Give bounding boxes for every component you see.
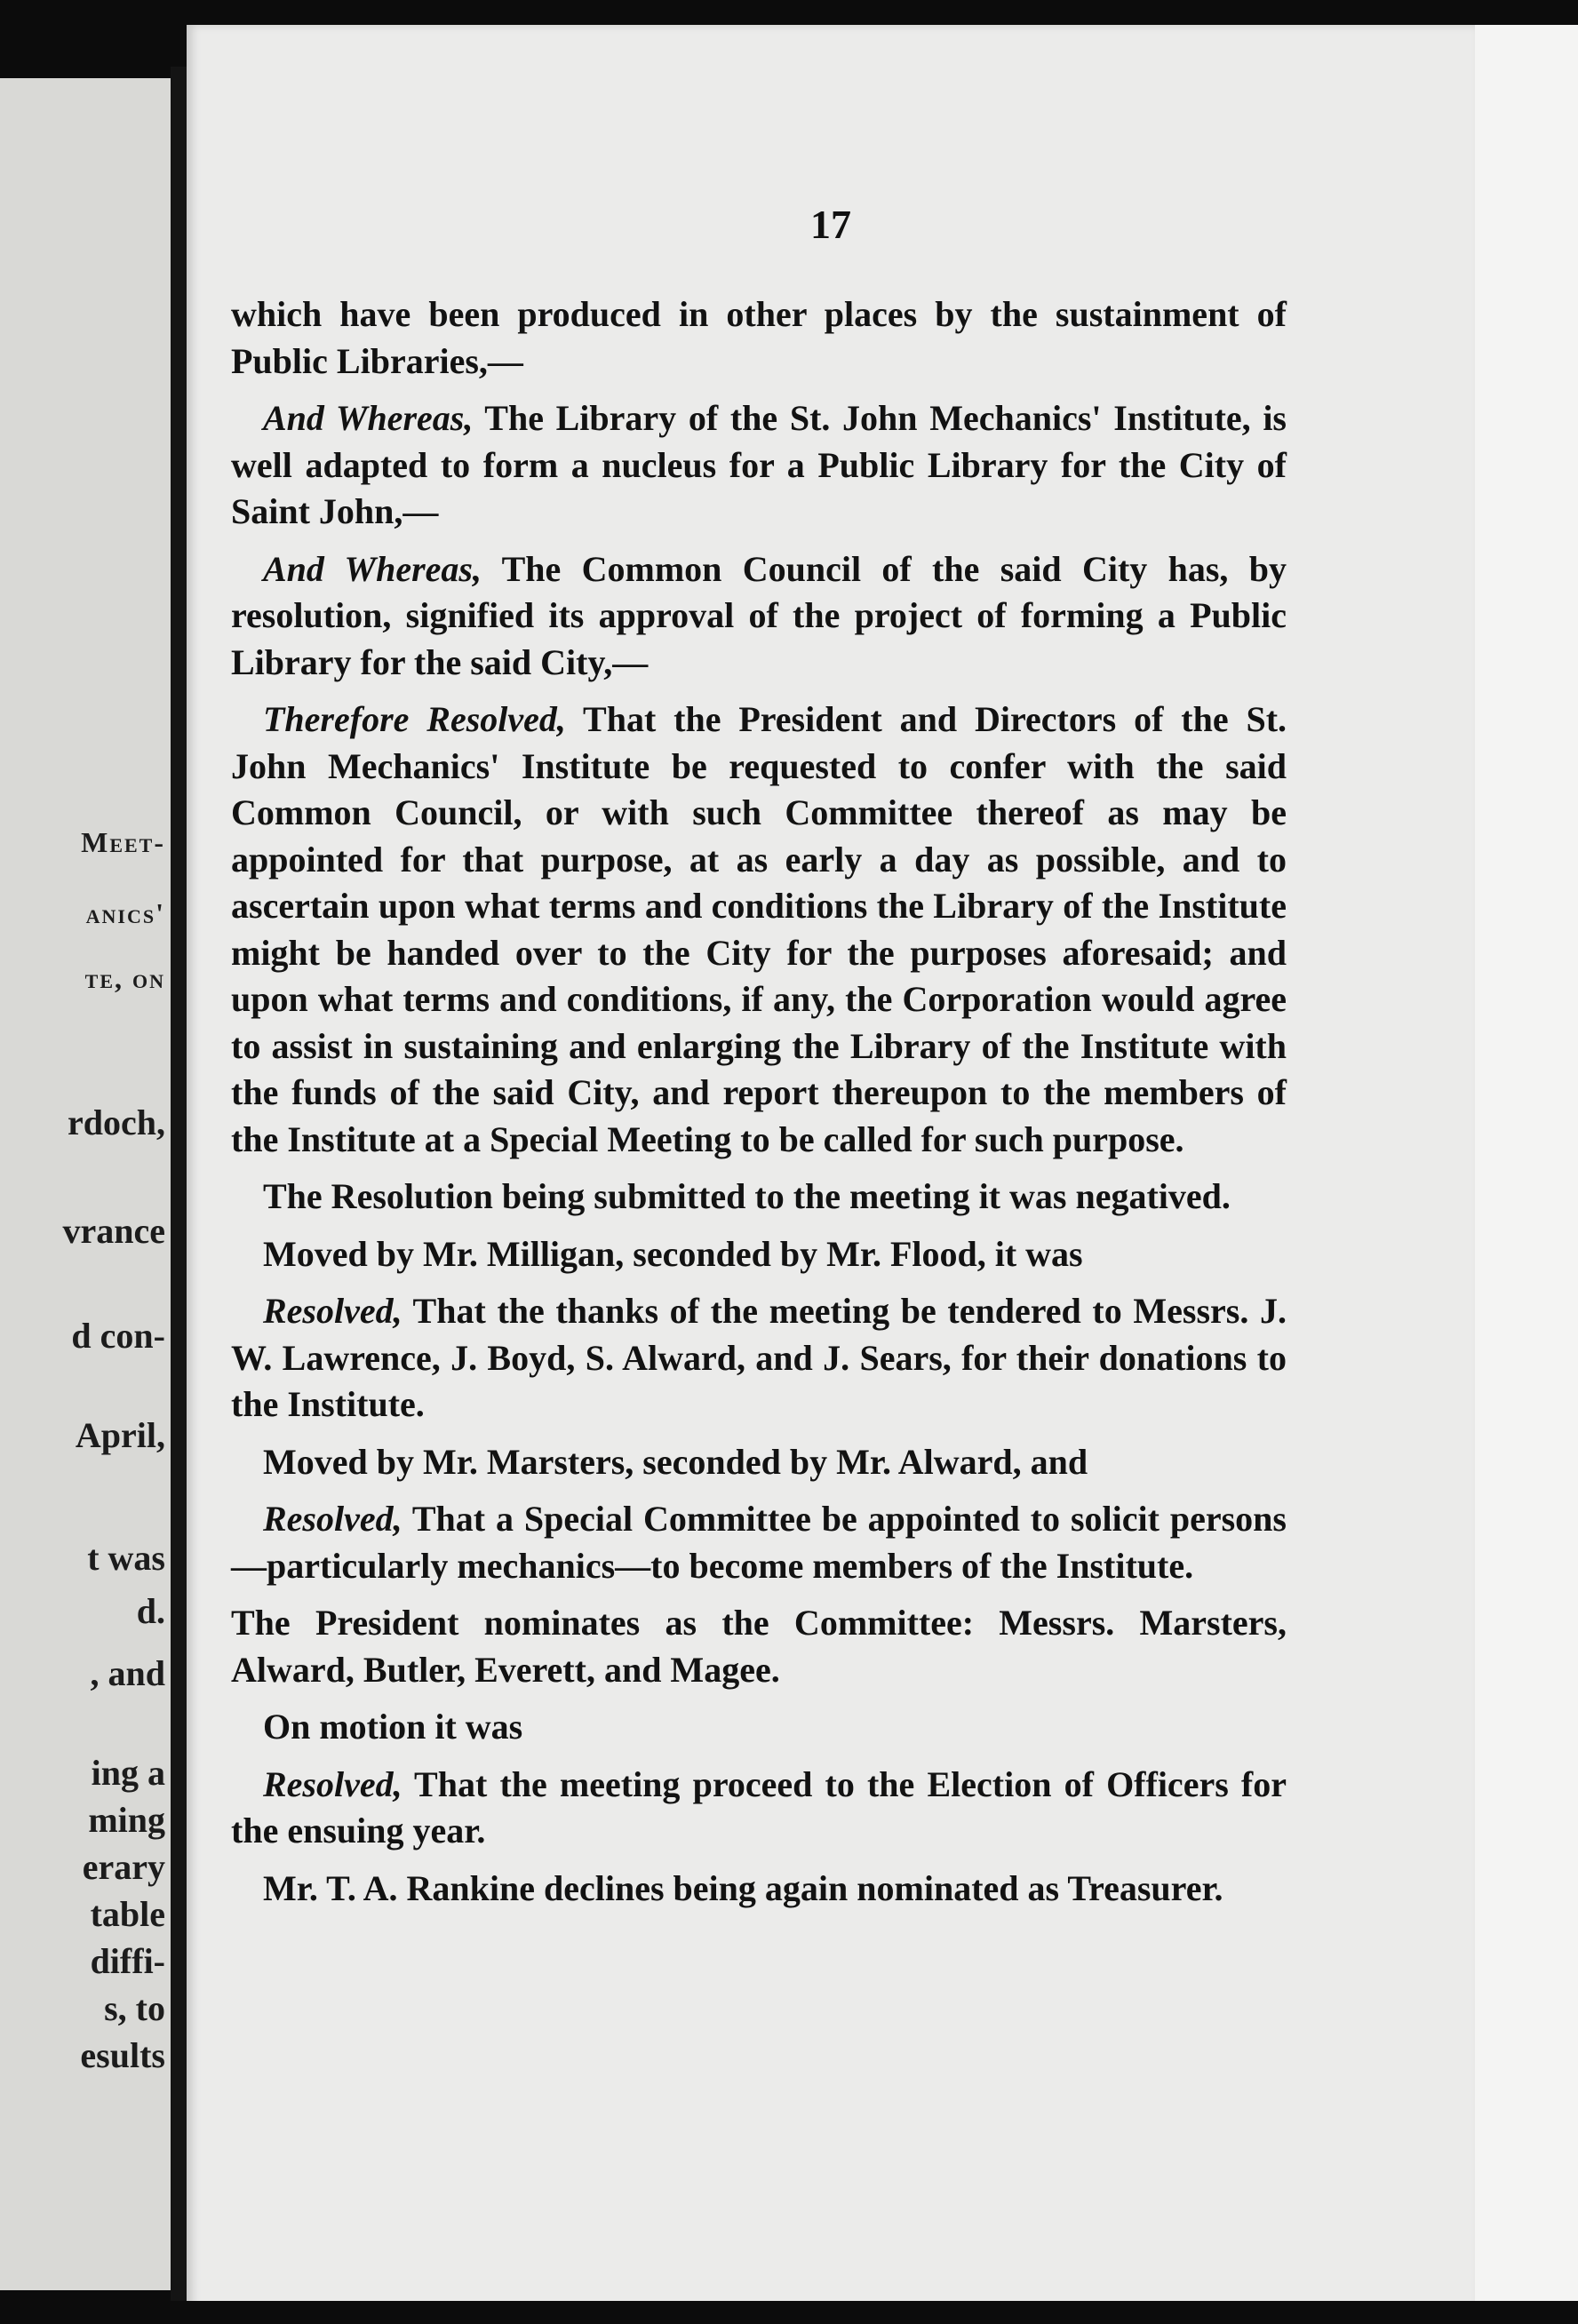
paragraph <box>231 1231 1287 1278</box>
previous-page-text-fragment: April, <box>75 1415 165 1455</box>
scan-border <box>0 2301 1578 2324</box>
paragraph-text: That the thanks of the meeting be tendered to Messrs. J. W. Lawrence, J. Boyd, S. Alward, and J. Sears, for their donations to the Institute. <box>231 1291 1287 1424</box>
book-gutter <box>171 67 187 2301</box>
paragraph-text: Moved by Mr. Milligan, seconded by Mr. Flood, it was <box>263 1233 1083 1274</box>
previous-page-text-fragment: d con- <box>71 1316 165 1356</box>
page-number: 17 <box>810 202 851 247</box>
paragraph <box>231 1600 1287 1693</box>
paragraph-text: The President nominates as the Committee: Messrs. Marsters, Alward, Butler, Everett, and Magee. <box>231 1603 1287 1690</box>
paragraph <box>231 696 1287 1163</box>
paragraph-lead: Resolved, <box>263 1499 402 1539</box>
previous-page-text-fragment: t was <box>87 1538 165 1578</box>
previous-page-text-fragment: erary <box>82 1847 165 1887</box>
paragraph <box>231 1496 1287 1589</box>
book-page <box>187 25 1475 2317</box>
paragraph-text: That the President and Directors of the St. John Mechanics' Institute be requested to confer with the said Common Council, or with such Committee thereof as may be appointed for that purpose, at as early a day as possible, and to ascertain upon what terms and conditions the Library of the Institute might be handed over to the City for the purposes aforesaid; and upon what terms and conditions, if any, the Corporation would agree to assist in sustaining and enlarging the Library of the Institute with the funds of the said City, and report thereupon to the members of the Institute at a Special Meeting to be called for such purpose. <box>231 699 1287 1159</box>
paragraph-lead: Resolved, <box>263 1763 402 1804</box>
paragraph <box>231 546 1287 687</box>
previous-page-text-fragment: esults <box>80 2035 165 2075</box>
paragraph-lead: Therefore Resolved, <box>263 699 566 739</box>
paragraph <box>231 1439 1287 1486</box>
paragraph-text: That a Special Committee be appointed to solicit persons—particularly mechanics—to become members of the Institute. <box>231 1499 1287 1586</box>
previous-page-text-fragment: ing a <box>91 1753 165 1793</box>
paragraph-text: The Resolution being submitted to the meeting it was negatived. <box>263 1176 1231 1216</box>
paragraph <box>231 1866 1287 1913</box>
previous-page-text-fragment: vrance <box>62 1211 165 1251</box>
previous-page-text-fragment: rdoch, <box>68 1102 165 1142</box>
paragraph <box>231 395 1287 536</box>
paragraph <box>231 291 1287 385</box>
paragraph-lead: And Whereas, <box>263 398 474 438</box>
paragraph <box>231 1174 1287 1221</box>
page-body <box>231 291 1287 1922</box>
paragraph-text: Moved by Mr. Marsters, seconded by Mr. Alward, and <box>263 1441 1088 1482</box>
page-margin-right <box>1475 25 1578 2317</box>
paragraph-text: The Common Council of the said City has, by resolution, signified its approval of the project of forming a Public Library for the said City,— <box>231 548 1287 682</box>
paragraph-text: The Library of the St. John Mechanics' Institute, is well adapted to form a nucleus for a Public Library for the City of Saint John,— <box>231 398 1287 531</box>
previous-page-text-fragment: s, to <box>104 1988 165 2028</box>
paragraph <box>231 1704 1287 1751</box>
paragraph <box>231 1288 1287 1429</box>
previous-page-text-fragment: ming <box>88 1800 165 1840</box>
paragraph <box>231 1762 1287 1855</box>
paragraph-lead: And Whereas, <box>263 548 482 589</box>
previous-page-text-fragment: Meet- <box>81 826 165 858</box>
paragraph-text: That the meeting proceed to the Election of Officers for the ensuing year. <box>231 1763 1287 1850</box>
previous-page-strip <box>0 78 171 2290</box>
previous-page-text-fragment: , and <box>90 1653 165 1693</box>
previous-page-text-fragment: diffi- <box>90 1941 165 1981</box>
paragraph-text: On motion it was <box>263 1707 523 1747</box>
paragraph-lead: Resolved, <box>263 1291 402 1331</box>
paragraph-text: which have been produced in other places by the sustainment of Public Libraries,— <box>231 294 1287 381</box>
previous-page-text-fragment: anics' <box>85 897 165 929</box>
previous-page-text-fragment: d. <box>136 1591 165 1631</box>
previous-page-text-fragment: table <box>90 1894 165 1934</box>
previous-page-text-fragment: te, on <box>84 962 165 994</box>
paragraph-text: Mr. T. A. Rankine declines being again nominated as Treasurer. <box>263 1867 1223 1908</box>
